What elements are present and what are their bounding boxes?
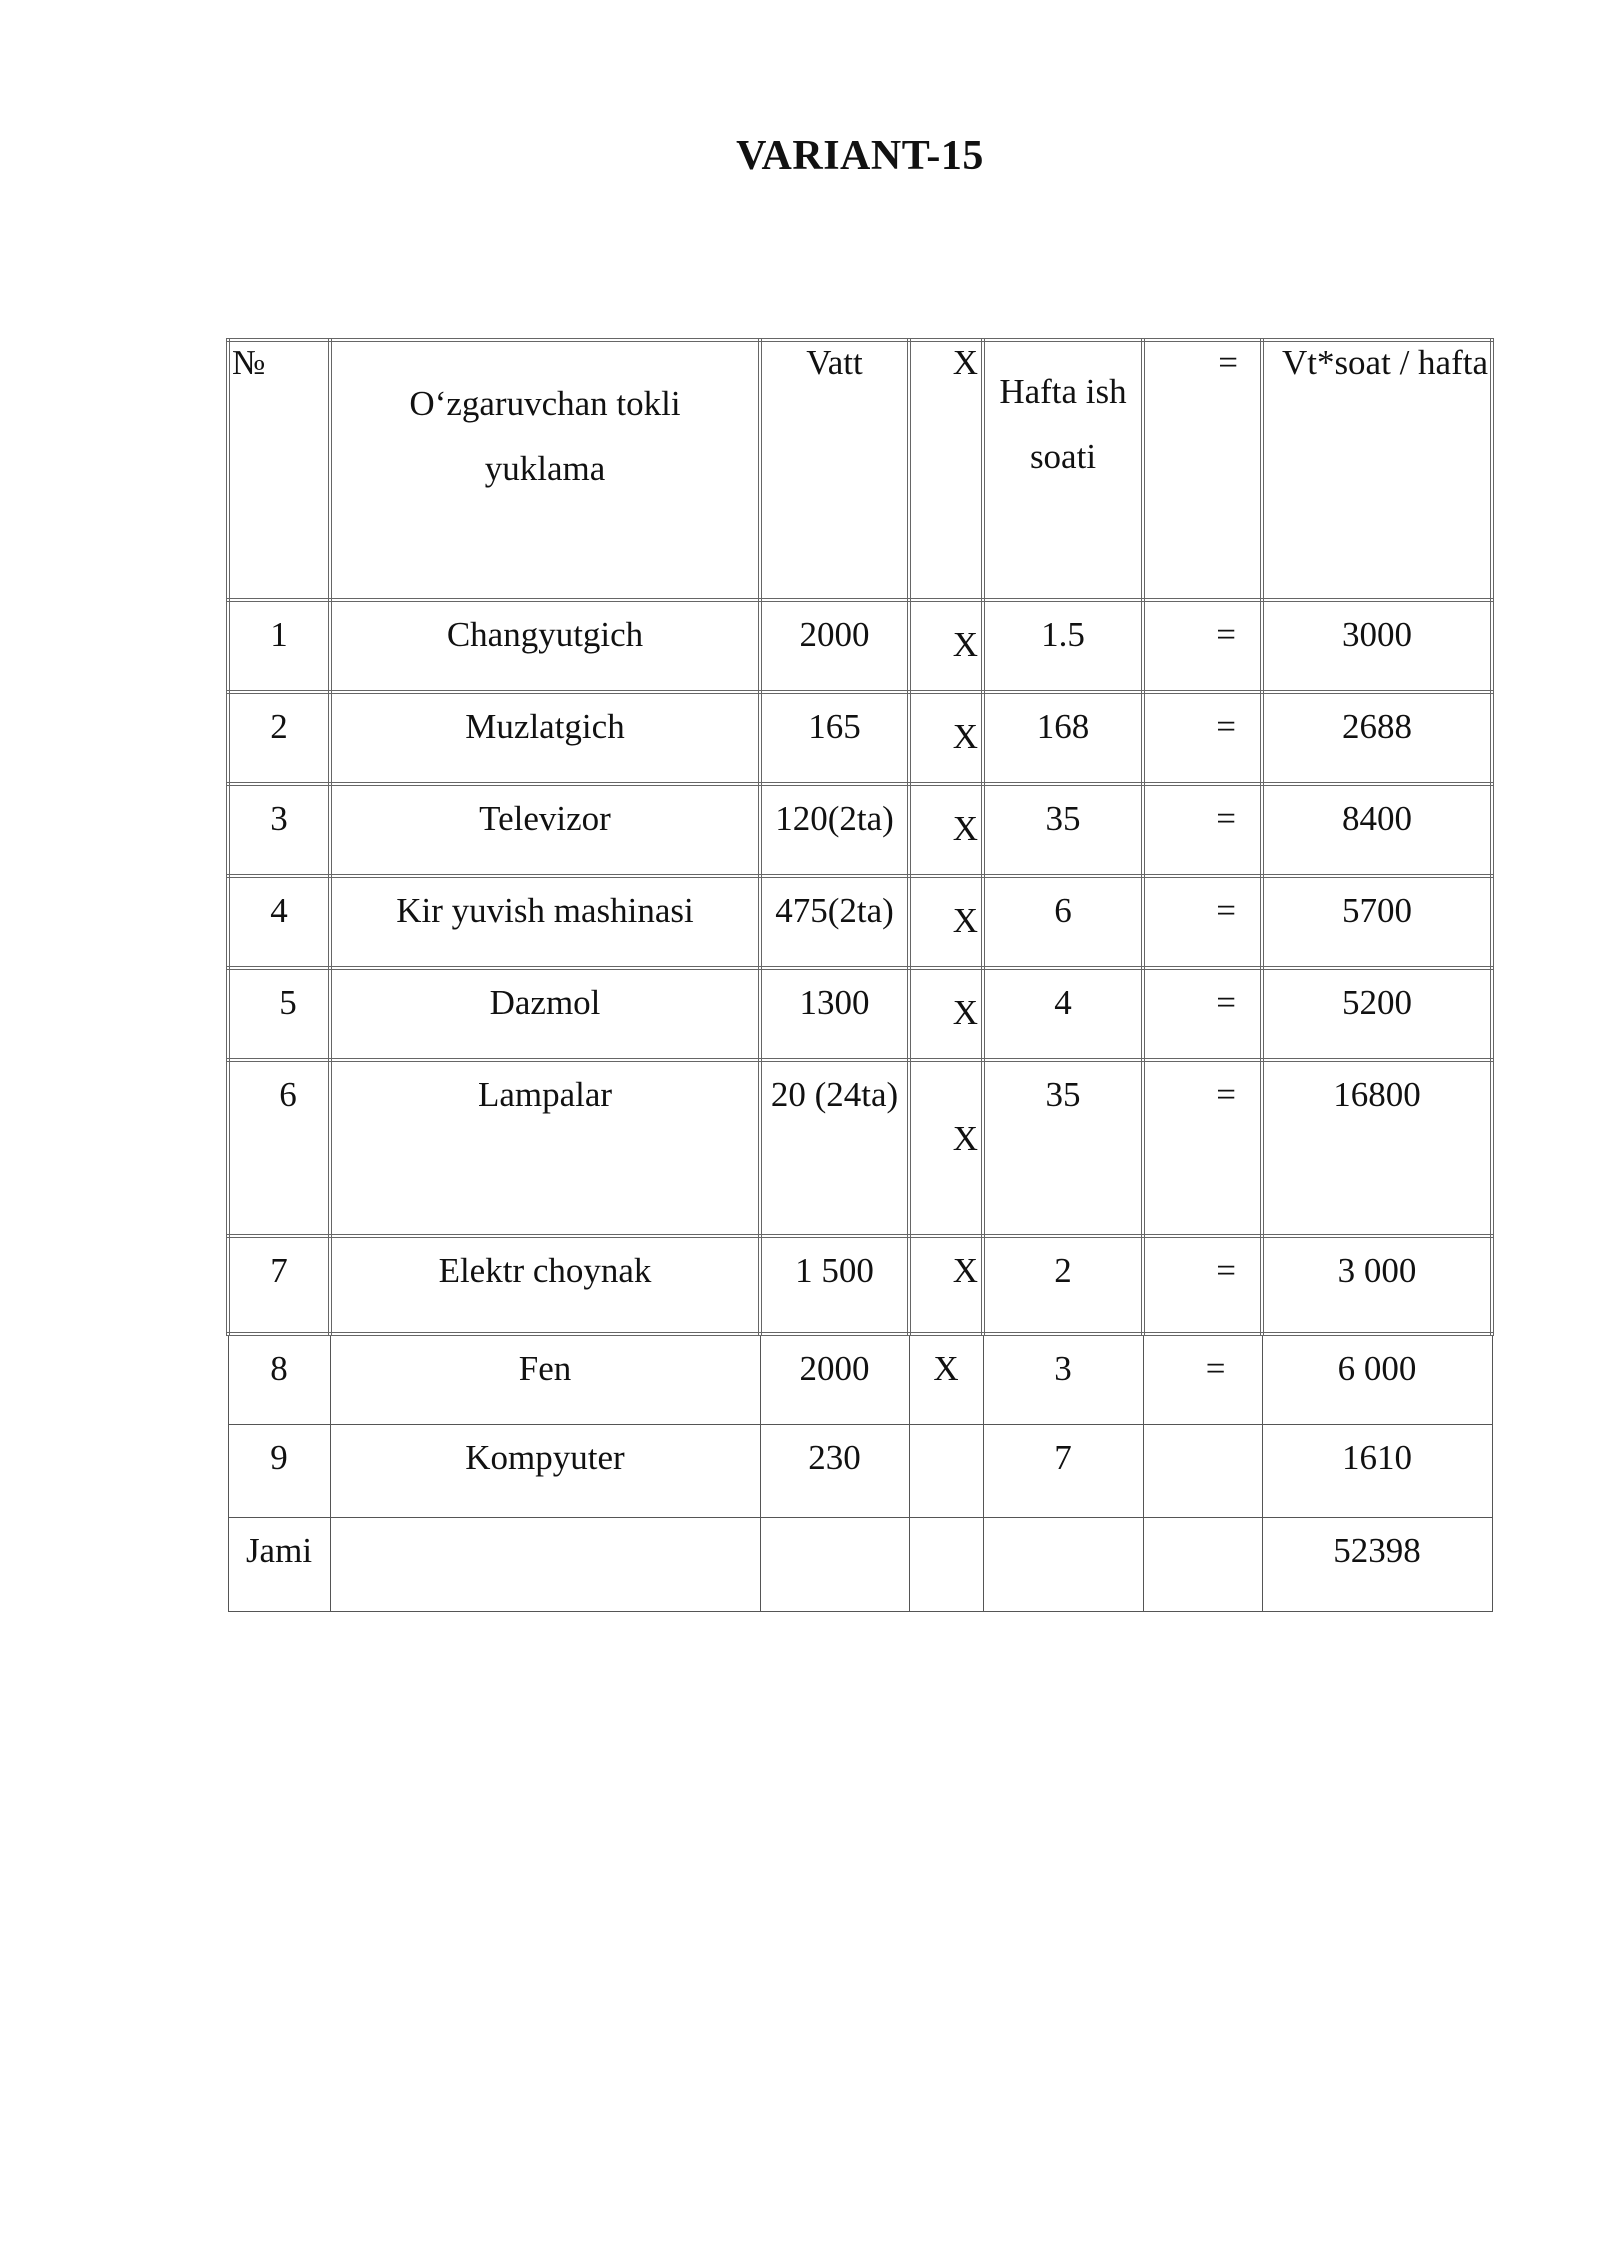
row-equals: = bbox=[1143, 784, 1262, 876]
table-header-row bbox=[228, 340, 1492, 600]
table-row bbox=[228, 1424, 1492, 1517]
total-empty bbox=[330, 1517, 760, 1611]
row-watt: 165 bbox=[760, 692, 909, 784]
total-empty bbox=[1143, 1517, 1262, 1611]
total-result: 52398 bbox=[1262, 1517, 1492, 1611]
row-result: 6 000 bbox=[1262, 1334, 1492, 1424]
row-name: Televizor bbox=[330, 784, 760, 876]
row-result: 3000 bbox=[1262, 600, 1492, 692]
row-watt: 2000 bbox=[760, 600, 909, 692]
row-no: 2 bbox=[228, 692, 330, 784]
total-empty bbox=[760, 1517, 909, 1611]
row-times: X bbox=[909, 1060, 983, 1236]
row-no: 6 bbox=[228, 1060, 330, 1236]
row-result: 8400 bbox=[1262, 784, 1492, 876]
total-label: Jami bbox=[228, 1517, 330, 1611]
row-watt: 2000 bbox=[760, 1334, 909, 1424]
row-equals: = bbox=[1143, 1334, 1262, 1424]
table-total-row bbox=[228, 1517, 1492, 1611]
row-times: X bbox=[909, 968, 983, 1060]
table-row bbox=[228, 784, 1492, 876]
row-name: Kir yuvish mashinasi bbox=[330, 876, 760, 968]
header-equals: = bbox=[1143, 340, 1262, 600]
row-equals bbox=[1143, 1424, 1262, 1517]
row-times: X bbox=[909, 1334, 983, 1424]
row-hours: 35 bbox=[983, 1060, 1143, 1236]
row-result: 5700 bbox=[1262, 876, 1492, 968]
row-name: Lampalar bbox=[330, 1060, 760, 1236]
header-hours: Hafta ish soati bbox=[983, 340, 1143, 600]
energy-consumption-table bbox=[226, 338, 1494, 1612]
row-times bbox=[909, 1424, 983, 1517]
header-load: O‘zgaruvchan tokli yuklama bbox=[330, 340, 760, 600]
row-times: X bbox=[909, 1236, 983, 1334]
row-result: 2688 bbox=[1262, 692, 1492, 784]
row-no: 8 bbox=[228, 1334, 330, 1424]
table-row bbox=[228, 692, 1492, 784]
page-title: VARIANT-15 bbox=[736, 133, 984, 179]
header-times: X bbox=[909, 340, 983, 600]
row-no: 3 bbox=[228, 784, 330, 876]
row-equals: = bbox=[1143, 692, 1262, 784]
table-row bbox=[228, 600, 1492, 692]
row-name: Fen bbox=[330, 1334, 760, 1424]
row-hours: 4 bbox=[983, 968, 1143, 1060]
row-no: 4 bbox=[228, 876, 330, 968]
row-hours: 3 bbox=[983, 1334, 1143, 1424]
row-hours: 7 bbox=[983, 1424, 1143, 1517]
row-equals: = bbox=[1143, 600, 1262, 692]
row-hours: 1.5 bbox=[983, 600, 1143, 692]
row-times: X bbox=[909, 876, 983, 968]
row-equals: = bbox=[1143, 1236, 1262, 1334]
row-no: 1 bbox=[228, 600, 330, 692]
header-result: Vt*soat / hafta bbox=[1262, 340, 1492, 600]
row-watt: 20 (24ta) bbox=[760, 1060, 909, 1236]
table-row bbox=[228, 876, 1492, 968]
row-name: Muzlatgich bbox=[330, 692, 760, 784]
row-name: Dazmol bbox=[330, 968, 760, 1060]
row-hours: 168 bbox=[983, 692, 1143, 784]
row-watt: 1 500 bbox=[760, 1236, 909, 1334]
header-watt: Vatt bbox=[760, 340, 909, 600]
row-times: X bbox=[909, 692, 983, 784]
row-hours: 6 bbox=[983, 876, 1143, 968]
table-row bbox=[228, 1060, 1492, 1236]
row-hours: 2 bbox=[983, 1236, 1143, 1334]
row-watt: 475(2ta) bbox=[760, 876, 909, 968]
row-name: Changyutgich bbox=[330, 600, 760, 692]
row-no: 7 bbox=[228, 1236, 330, 1334]
row-hours: 35 bbox=[983, 784, 1143, 876]
total-empty bbox=[983, 1517, 1143, 1611]
row-result: 5200 bbox=[1262, 968, 1492, 1060]
table-row bbox=[228, 1334, 1492, 1424]
row-no: 5 bbox=[228, 968, 330, 1060]
row-name: Elektr choynak bbox=[330, 1236, 760, 1334]
row-result: 1610 bbox=[1262, 1424, 1492, 1517]
row-watt: 230 bbox=[760, 1424, 909, 1517]
row-watt: 1300 bbox=[760, 968, 909, 1060]
row-watt: 120(2ta) bbox=[760, 784, 909, 876]
header-no: № bbox=[228, 340, 330, 600]
table-row bbox=[228, 968, 1492, 1060]
row-times: X bbox=[909, 600, 983, 692]
row-equals: = bbox=[1143, 1060, 1262, 1236]
row-result: 3 000 bbox=[1262, 1236, 1492, 1334]
table-row bbox=[228, 1236, 1492, 1334]
row-no: 9 bbox=[228, 1424, 330, 1517]
row-equals: = bbox=[1143, 968, 1262, 1060]
row-equals: = bbox=[1143, 876, 1262, 968]
row-times: X bbox=[909, 784, 983, 876]
row-name: Kompyuter bbox=[330, 1424, 760, 1517]
total-empty bbox=[909, 1517, 983, 1611]
row-result: 16800 bbox=[1262, 1060, 1492, 1236]
